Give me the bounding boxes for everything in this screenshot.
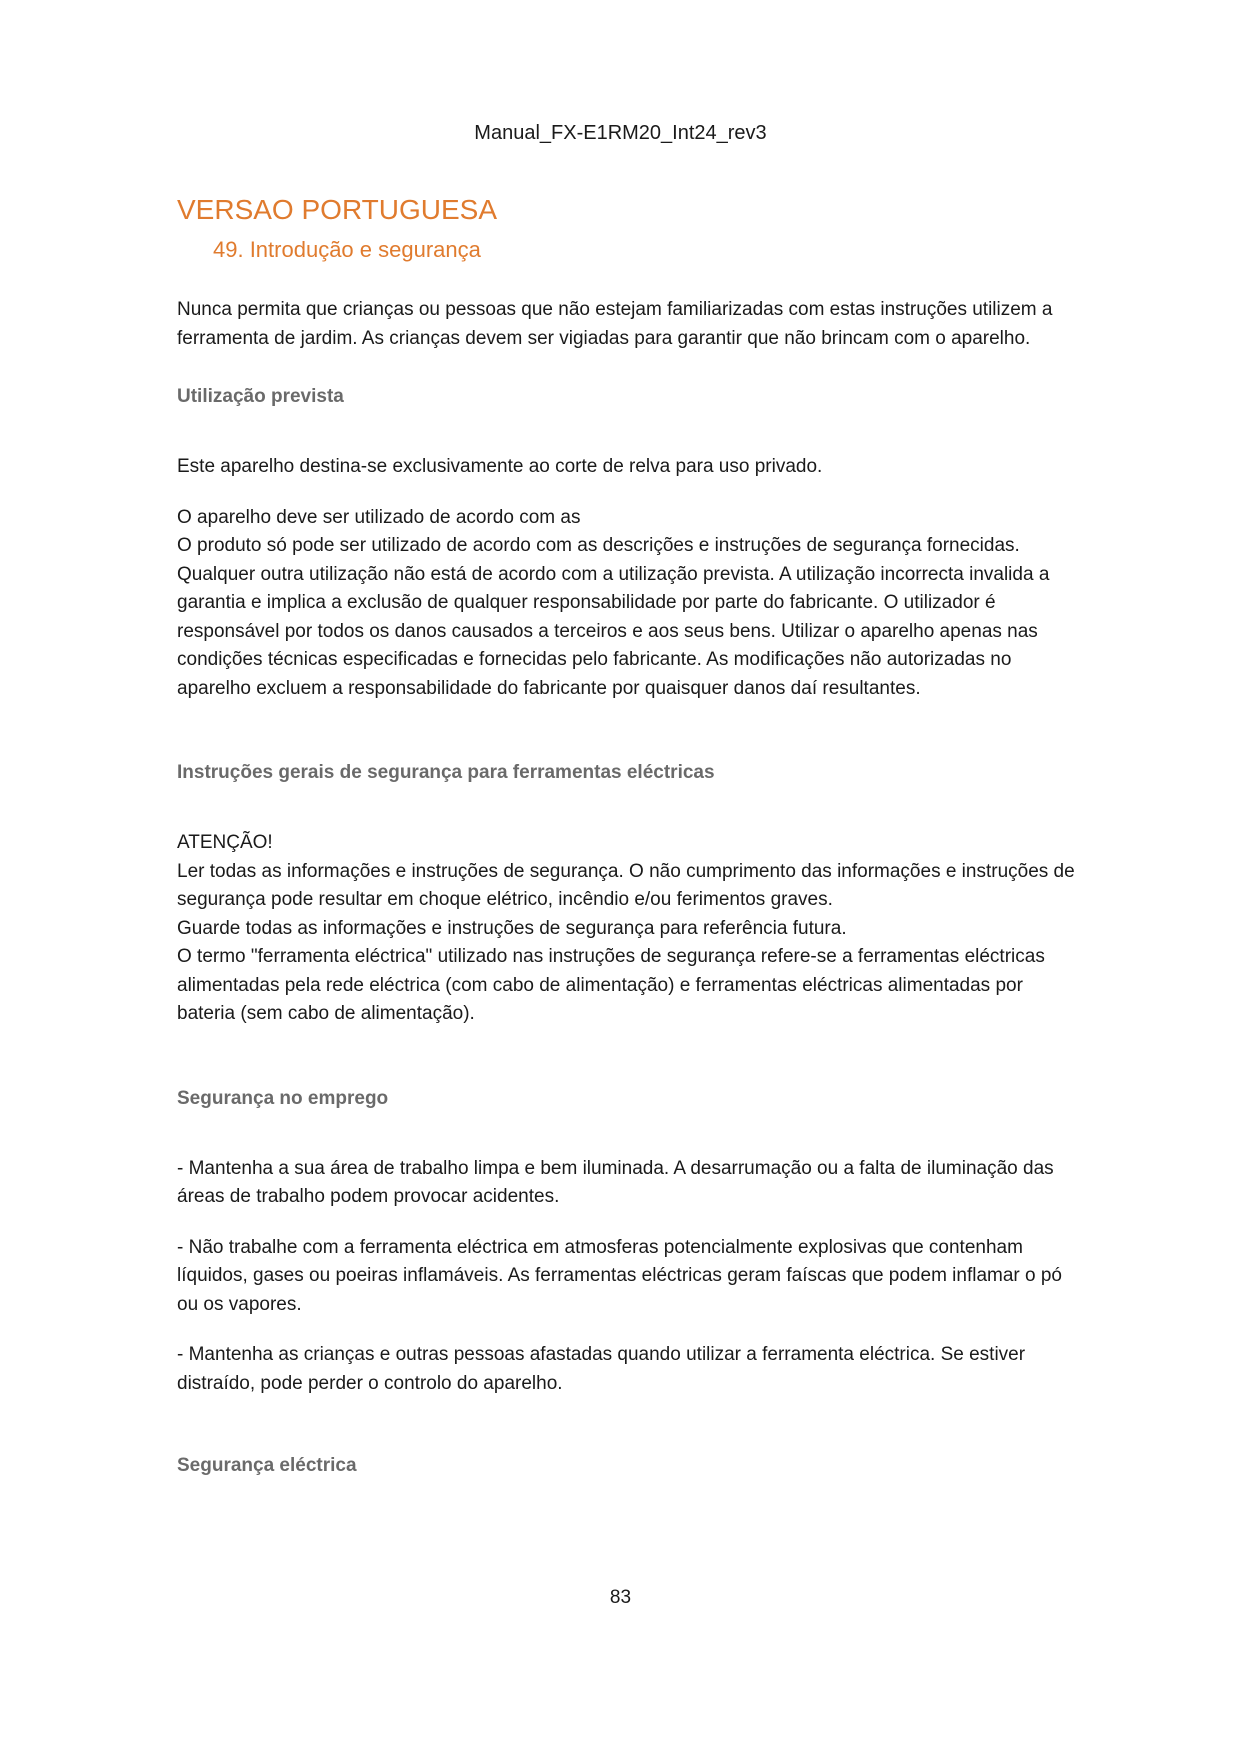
usage-conditions-paragraph: O aparelho deve ser utilizado de acordo com as O produto só pode ser utilizado de acordo com as descrições e instruções de segurança fornecidas. Qualquer outra utilização não está de acordo com a utilização prevista. A utilização incorrecta invalida a garantia e implica a exclusão de qualquer responsabilidade por parte do fabricante. O utilizador é responsável por todos os danos causados a terceiros e aos seus bens. Utilizar o aparelho apenas nas condições técnicas especificadas e fornecidas pelo fabricante. As modificações não autorizadas no aparelho excluem a responsabilidade do fabricante por quaisquer danos daí resultantes. [177,506,1050,699]
heading-intended-use: Utilização prevista [177,386,344,407]
document-header: Manual_FX-E1RM20_Int24_rev3 [474,122,767,144]
page-number: 83 [609,1587,632,1608]
intro-paragraph: Nunca permita que crianças ou pessoas que não estejam familiarizadas com estas instruções utilizem a ferramenta de jardim. As crianças devem ser vigiadas para garantir que não brincam com o aparelho. [177,299,1053,349]
heading-workplace-safety: Segurança no emprego [177,1087,389,1109]
heading-electrical-safety: Segurança eléctrica [177,1455,357,1476]
intended-use-paragraph: Este aparelho destina-se exclusivamente ao corte de relva para uso privado. [177,456,823,477]
subsection-title: 49. Introdução e segurança [213,237,481,262]
section-title: VERSAO PORTUGUESA [177,194,498,225]
workplace-safety-item: - Não trabalhe com a ferramenta eléctrica em atmosferas potencialmente explosivas que contenham líquidos, gases ou poeiras inflamáveis. As ferramentas eléctricas geram faíscas que podem inflamar o pó ou os vapores. [177,1236,1063,1315]
workplace-safety-item: - Mantenha a sua área de trabalho limpa e bem iluminada. A desarrumação ou a falta de iluminação das áreas de trabalho podem provocar acidentes. [177,1157,1054,1207]
heading-general-safety: Instruções gerais de segurança para ferramentas eléctricas [177,762,715,783]
page-content [177,190,1077,1480]
warning-paragraph: ATENÇÃO! Ler todas as informações e instruções de segurança. O não cumprimento das informações e instruções de segurança pode resultar em choque elétrico, incêndio e/ou ferimentos graves. Guarde todas as informações e instruções de segurança para referência futura. O termo "ferramenta eléctrica" utilizado nas instruções de segurança refere-se a ferramentas eléctricas alimentadas pela rede eléctrica (com cabo de alimentação) e ferramentas eléctricas alimentadas por bateria (sem cabo de alimentação). [177,832,1075,1024]
workplace-safety-item: - Mantenha as crianças e outras pessoas afastadas quando utilizar a ferramenta eléctrica. Se estiver distraído, pode perder o controlo do aparelho. [177,1344,1026,1394]
